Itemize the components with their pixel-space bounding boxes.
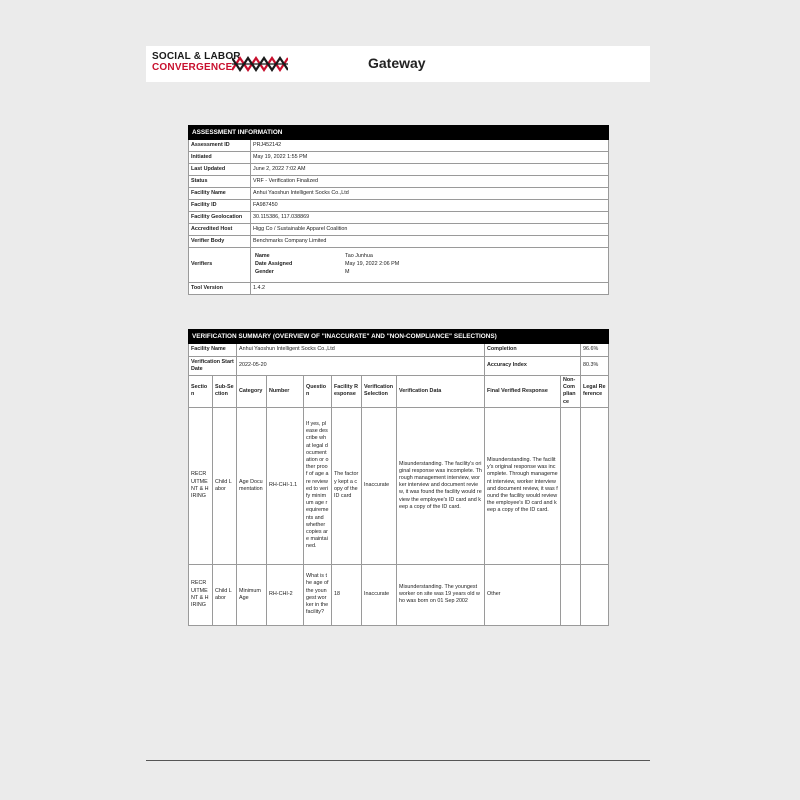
row2-legal-reference [581,564,609,625]
page-footer-rule [146,760,650,761]
accuracy-index-value: 80.3% [581,357,609,376]
document-page [146,46,650,760]
row2-question: What is the age of the youngest worker in the facility? [304,564,332,625]
row1-verification-data: Misunderstanding. The facility's original response was incomplete. Through management interview, worker interview and document review, it was found the facility would review the employee's ID card and keep a copy of the ID card. [397,407,485,564]
col-header-verification-selection: Verification Selection [362,376,397,408]
col-header-category: Category [237,376,267,408]
logo-text-line1: SOCIAL & LABOR [152,51,241,62]
assessment-section-title: ASSESSMENT INFORMATION [189,126,609,140]
col-header-facility-response: Facility Response [332,376,362,408]
table-row [189,248,609,283]
row2-sub-section: Child Labor [213,564,237,625]
row2-non-compliance [561,564,581,625]
row1-final-verified-response: Misunderstanding. The facility's original response was incomplete. Through management interview, worker interview and document review, it was found the facility would review the employee's ID card and keep a copy of the ID card. [485,407,561,564]
verifier-date-value: May 19, 2022 2:06 PM [345,261,400,268]
summary-facility-name-value: Anhui Yaoshun Intelligent Socks Co.,Ltd [237,344,485,357]
table-row [189,236,609,248]
logo-mesh-icon [232,54,288,74]
row1-facility-response: The factory kept a copy of the ID card [332,407,362,564]
col-header-non-compliance: Non-Compliance [561,376,581,408]
page-header [146,46,650,82]
row2-category: Minimum Age [237,564,267,625]
verifier-body-value: Benchmarks Company Limited [251,236,609,248]
row1-category: Age Documentation [237,407,267,564]
last-updated-label: Last Updated [189,164,251,176]
table-row [189,224,609,236]
verifier-gender-value: M [345,269,350,276]
status-value: VRF - Verification Finalized [251,176,609,188]
facility-id-label: Facility ID [189,200,251,212]
verification-summary-table [188,329,609,626]
row1-legal-reference [581,407,609,564]
table-row [189,282,609,294]
accredited-host-value: Higg Co / Sustainable Apparel Coalition [251,224,609,236]
row1-question: If yes, please describe what legal documentation or other proof of age are reviewed to verify minimum age requirements and whether copies are maintained. [304,407,332,564]
row2-verification-data: Misunderstanding. The youngest worker on site was 19 years old who was born on 01 Sep 2002 [397,564,485,625]
table-row [189,564,609,625]
assessment-id-label: Assessment ID [189,140,251,152]
table-row [189,140,609,152]
summary-section-title: VERIFICATION SUMMARY (OVERVIEW OF "INACCURATE" AND "NON-COMPLIANCE" SELECTIONS) [189,330,609,344]
table-row [189,407,609,564]
verification-start-value: 2022-05-20 [237,357,485,376]
page-title: Gateway [368,55,426,71]
verifier-details [251,248,608,282]
facility-geolocation-value: 30.115386, 117.038869 [251,212,609,224]
verifiers-label: Verifiers [189,248,251,283]
col-header-number: Number [267,376,304,408]
facility-id-value: FA987450 [251,200,609,212]
col-header-final-verified-response: Final Verified Response [485,376,561,408]
verifier-date-label: Date Assigned [255,261,293,268]
row2-facility-response: 18 [332,564,362,625]
logo-text-line2: CONVERGENCE [152,62,233,73]
table-row [189,176,609,188]
col-header-verification-data: Verification Data [397,376,485,408]
verifier-name-label: Name [255,253,270,259]
slc-logo [152,51,292,79]
initiated-value: May 19, 2022 1:55 PM [251,152,609,164]
facility-geolocation-label: Facility Geolocation [189,212,251,224]
assessment-id-value: PRJ452142 [251,140,609,152]
assessment-information-table [188,125,609,295]
tool-version-value: 1.4.2 [251,282,609,294]
last-updated-value: June 2, 2022 7:02 AM [251,164,609,176]
row2-verification-selection: Inaccurate [362,564,397,625]
initiated-label: Initiated [189,152,251,164]
table-row [189,164,609,176]
table-row [189,212,609,224]
tool-version-label: Tool Version [189,282,251,294]
table-row [189,357,609,376]
facility-name-value: Anhui Yaoshun Intelligent Socks Co.,Ltd [251,188,609,200]
table-row [189,344,609,357]
accuracy-index-label: Accuracy Index [485,357,581,376]
facility-name-label: Facility Name [189,188,251,200]
status-label: Status [189,176,251,188]
table-row [189,188,609,200]
verifier-name-value: Tao Junhua [345,253,373,259]
row1-section: RECRUITMENT & HIRING [189,407,213,564]
row1-sub-section: Child Labor [213,407,237,564]
row1-verification-selection: Inaccurate [362,407,397,564]
col-header-sub-section: Sub-Section [213,376,237,408]
verifier-body-label: Verifier Body [189,236,251,248]
table-row [189,152,609,164]
row2-number: RH-CHI-2 [267,564,304,625]
completion-value: 96.6% [581,344,609,357]
summary-facility-name-label: Facility Name [189,344,237,357]
row2-final-verified-response: Other [485,564,561,625]
col-header-legal-reference: Legal Reference [581,376,609,408]
completion-label: Completion [485,344,581,357]
verification-start-label: Verification Start Date [189,357,237,376]
table-row [189,200,609,212]
summary-column-headers [189,376,609,408]
col-header-question: Question [304,376,332,408]
row2-section: RECRUITMENT & HIRING [189,564,213,625]
accredited-host-label: Accredited Host [189,224,251,236]
row1-non-compliance [561,407,581,564]
row1-number: RH-CHI-1.1 [267,407,304,564]
col-header-section: Section [189,376,213,408]
verifier-gender-label: Gender [255,269,274,276]
